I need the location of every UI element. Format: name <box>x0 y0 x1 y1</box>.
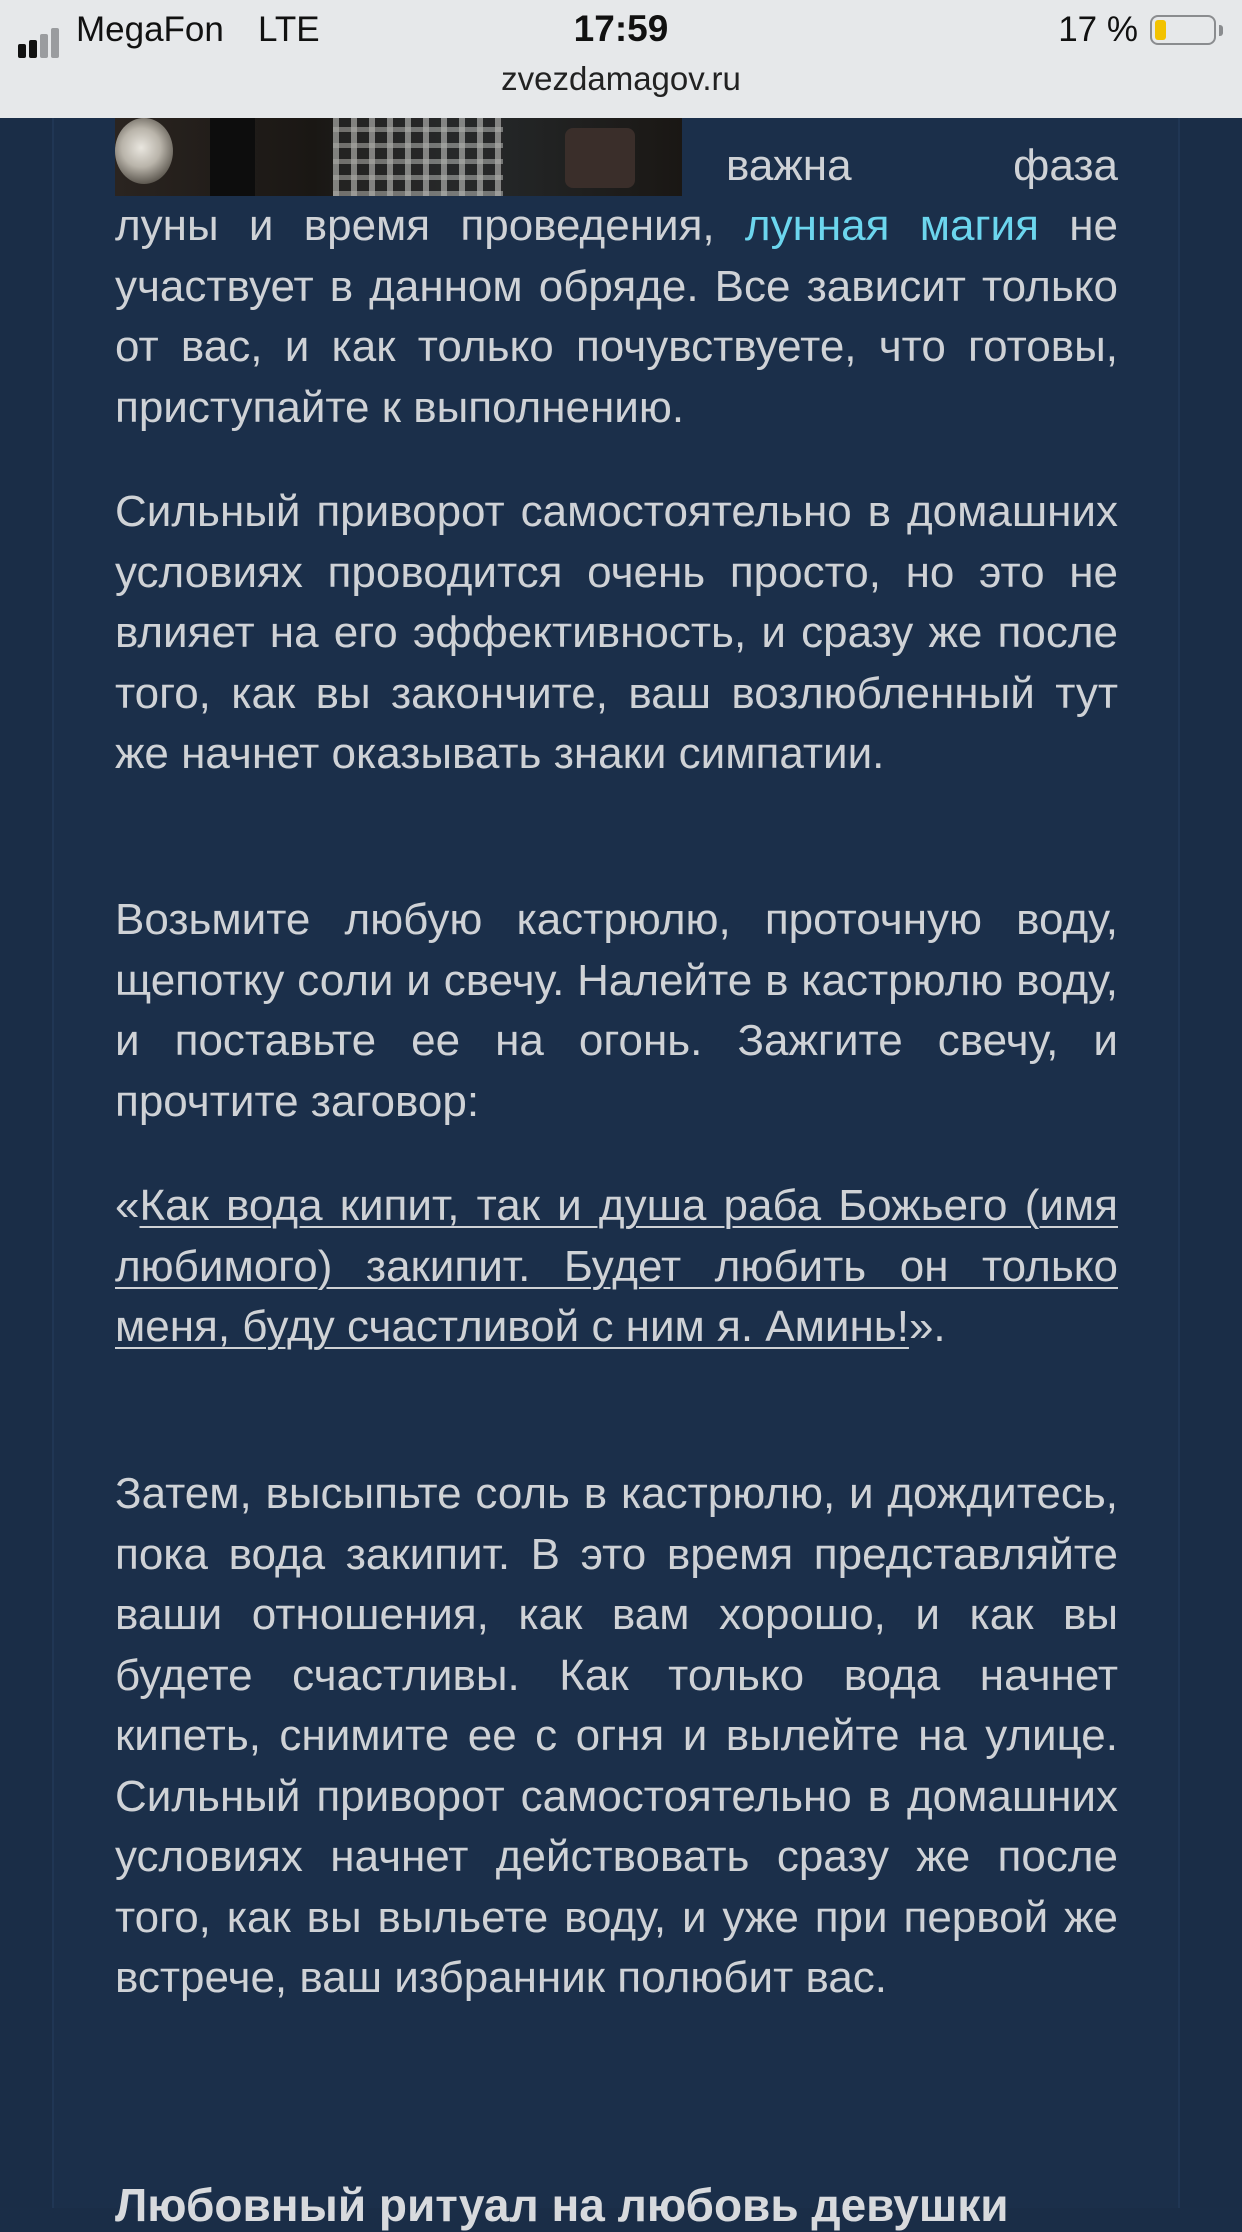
paragraph-3-block <box>115 890 1118 1132</box>
spell-text: Как вода кипит, так и душа раба Божьего (имя любимого) закипит. Будет любить он только меня, буду счастливой с ним я. Аминь! <box>115 1181 1118 1351</box>
float-word-1: важна <box>726 141 852 190</box>
spell-paragraph: «Как вода кипит, так и душа раба Божьего (имя любимого) закипит. Будет любить он только меня, буду счастливой с ним я. Аминь!». <box>115 1181 1118 1351</box>
address-bar-url[interactable]: zvezdamagov.ru <box>501 60 741 97</box>
paragraph-2: Сильный приворот самостоятельно в домашних условиях проводится очень просто, но это не влияет на его эффективность, и сразу же после того, как вы закончите, ваш возлюбленный тут же начнет оказывать знаки симпатии. <box>115 487 1118 778</box>
battery-icon <box>1150 15 1216 45</box>
spell-block <box>115 1176 1118 1358</box>
paragraph-2-block <box>115 482 1118 785</box>
clock: 17:59 <box>573 8 669 49</box>
network-type: LTE <box>258 10 320 49</box>
paragraph-4: Затем, высыпьте соль в кастрюлю, и дождитесь, пока вода закипит. В это время представляйте ваши отношения, как вам хорошо, и как вы будете счастливы. Как только вода начнет кипеть, снимите ее с огня и вылейте на улице. Сильный приворот самостоятельно в домашних условиях начнет действовать сразу же после того, как вы выльете воду, и уже при первой же встрече, ваш избранник полюбит вас. <box>115 1469 1118 2002</box>
image-figure-brown <box>565 128 635 188</box>
carrier-name: MegaFon <box>76 10 224 49</box>
float-word-2: фаза <box>1013 141 1118 190</box>
next-section-heading: Любовный ритуал на любовь девушки <box>115 2179 1009 2231</box>
image-figure-dark <box>210 118 255 196</box>
image-plaid-fabric <box>333 118 503 196</box>
battery-percent: 17 % <box>1058 10 1138 49</box>
paragraph-4-block <box>115 1464 1118 2009</box>
lunar-magic-link[interactable]: лунная магия <box>744 201 1039 250</box>
battery-tip-icon <box>1219 25 1223 36</box>
article-image <box>115 118 682 196</box>
status-bar <box>0 0 1242 118</box>
float-text-line-2 <box>726 136 1118 196</box>
paragraph-3: Возьмите любую кастрюлю, проточную воду, щепотку соли и свечу. Налейте в кастрюлю воду, и поставьте ее на огонь. Зажгите свечу, и прочтите заговор: <box>115 895 1118 1126</box>
article-body <box>115 196 1118 438</box>
image-rose <box>115 118 173 184</box>
paragraph-1: луны и время проведения, лунная магия не участвует в данном обряде. Все зависит только от вас, и как только почувствуете, что готовы, приступайте к выполнению. <box>115 201 1118 432</box>
